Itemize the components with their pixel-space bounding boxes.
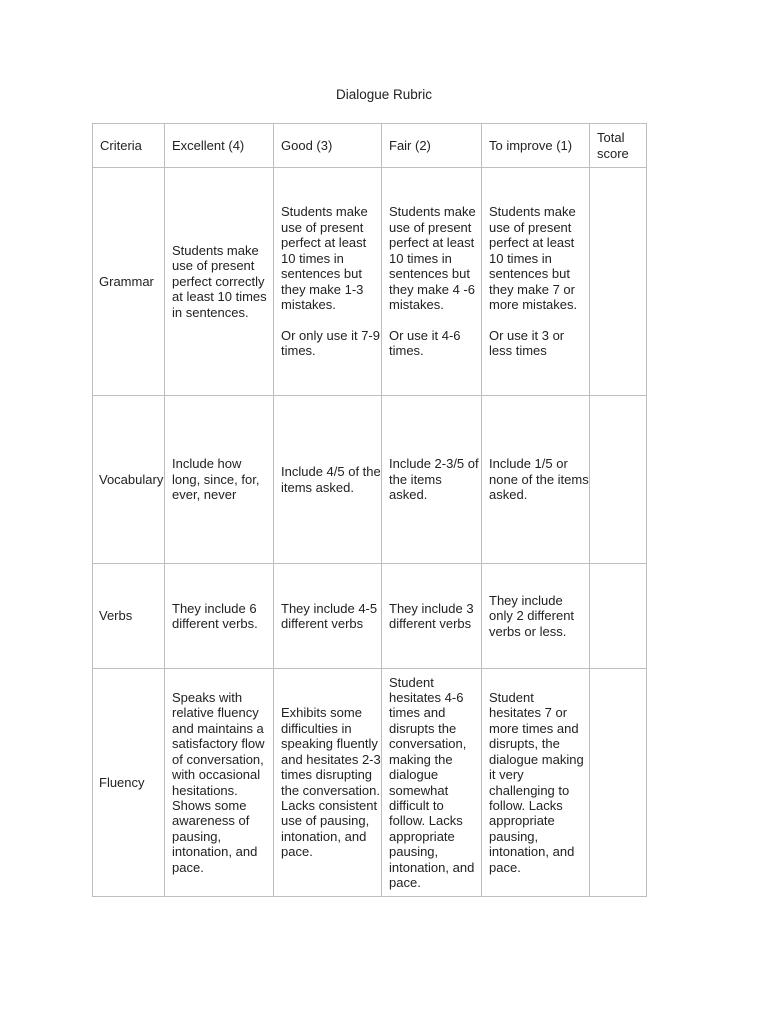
criteria-grammar: Grammar	[93, 168, 165, 396]
row-grammar	[93, 168, 647, 396]
header-to-improve: To improve (1)	[482, 124, 590, 168]
header-criteria: Criteria	[93, 124, 165, 168]
header-excellent: Excellent (4)	[165, 124, 274, 168]
cell-grammar-excellent: Students make use of present perfect correctly at least 10 times in sentences.	[165, 168, 274, 396]
cell-vocabulary-excellent: Include how long, since, for, ever, never	[165, 396, 274, 564]
cell-fluency-excellent: Speaks with relative fluency and maintains a satisfactory flow of conversation, with occasional hesitations. Shows some awareness of pausing, intonation, and pace.	[165, 669, 274, 897]
criteria-vocabulary: Vocabulary	[93, 396, 165, 564]
cell-verbs-total	[590, 564, 647, 669]
cell-grammar-total	[590, 168, 647, 396]
cell-fluency-total	[590, 669, 647, 897]
row-verbs	[93, 564, 647, 669]
row-fluency	[93, 669, 647, 897]
document-title: Dialogue Rubric	[335, 87, 433, 102]
cell-vocabulary-fair: Include 2-3/5 of the items asked.	[382, 396, 482, 564]
header-total-score: Total score	[590, 124, 647, 168]
cell-fluency-to-improve: Student hesitates 7 or more times and disrupts, the dialogue making it very challenging to follow. Lacks appropriate pausing, intonation, and pace.	[482, 669, 590, 897]
cell-verbs-excellent: They include 6 different verbs.	[165, 564, 274, 669]
row-vocabulary	[93, 396, 647, 564]
cell-vocabulary-to-improve: Include 1/5 or none of the items asked.	[482, 396, 590, 564]
cell-verbs-fair: They include 3 different verbs	[382, 564, 482, 669]
cell-vocabulary-good: Include 4/5 of the items asked.	[274, 396, 382, 564]
header-row	[93, 124, 647, 168]
cell-verbs-good: They include 4-5 different verbs	[274, 564, 382, 669]
cell-fluency-good: Exhibits some difficulties in speaking fluently and hesitates 2-3 times disrupting the conversation. Lacks consistent use of pausing, intonation, and pace.	[274, 669, 382, 897]
criteria-verbs: Verbs	[93, 564, 165, 669]
cell-grammar-to-improve: Students make use of present perfect at least 10 times in sentences but they make 7 or more mistakes. Or use it 3 or less times	[482, 168, 590, 396]
cell-grammar-fair: Students make use of present perfect at least 10 times in sentences but they make 4 -6 mistakes. Or use it 4-6 times.	[382, 168, 482, 396]
criteria-fluency: Fluency	[93, 669, 165, 897]
rubric-table	[92, 123, 647, 897]
header-fair: Fair (2)	[382, 124, 482, 168]
cell-grammar-good: Students make use of present perfect at least 10 times in sentences but they make 1-3 mistakes. Or only use it 7-9 times.	[274, 168, 382, 396]
header-good: Good (3)	[274, 124, 382, 168]
cell-fluency-fair: Student hesitates 4-6 times and disrupts the conversation, making the dialogue somewhat difficult to follow. Lacks appropriate pausing, intonation, and pace.	[382, 669, 482, 897]
cell-verbs-to-improve: They include only 2 different verbs or less.	[482, 564, 590, 669]
cell-vocabulary-total	[590, 396, 647, 564]
